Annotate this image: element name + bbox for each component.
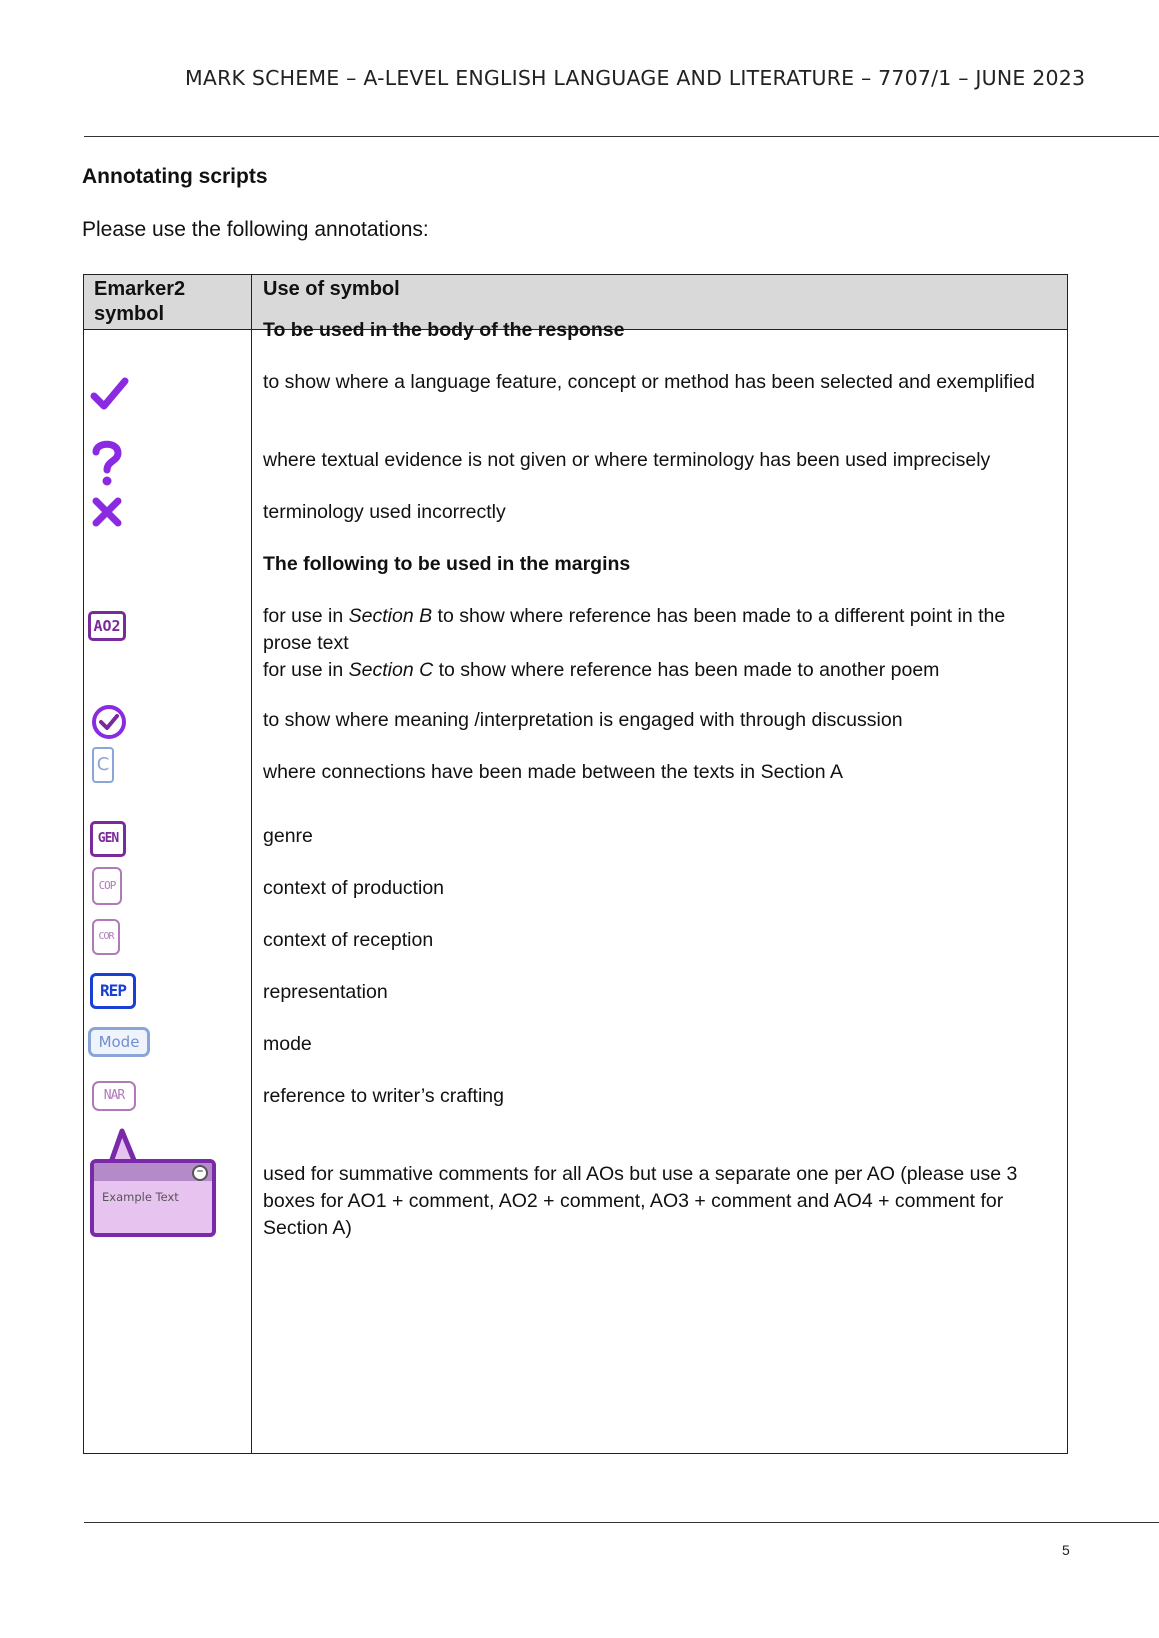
header-rule [84, 136, 1159, 137]
circle-tick-icon [90, 703, 128, 741]
connections-description: where connections have been made between the texts in Section A [263, 761, 843, 783]
cop-description: context of production [263, 877, 445, 899]
cross-icon [90, 495, 124, 529]
mode-description: mode [263, 1033, 312, 1055]
question-icon [90, 439, 124, 487]
c-icon: C [92, 747, 114, 783]
comment-description: used for summative comments for all AOs but use a separate one per AO (please use 3 boxes for AO1 + comment, AO2 + comment, AO3 + comment and AO4 + comment for Section A) [263, 1163, 1018, 1239]
cop-icon: COP [92, 867, 122, 905]
nar-icon: NAR [92, 1081, 136, 1111]
rep-icon: REP [90, 973, 136, 1009]
tick-description: to show where a language feature, concept or method has been selected and exemplified [263, 371, 1035, 393]
minus-icon: – [192, 1165, 208, 1181]
section-title: Annotating scripts [82, 165, 268, 188]
circle-tick-description: to show where meaning /interpretation is engaged with through discussion [263, 709, 903, 731]
mode-icon: Mode [88, 1027, 150, 1057]
comment-box-body [90, 1159, 216, 1237]
column-header-symbol: Emarker2 symbol [94, 278, 186, 325]
footer-rule [84, 1522, 1159, 1523]
tick-icon [90, 375, 130, 415]
comment-box-icon [88, 1127, 218, 1239]
page-number: 5 [1062, 1542, 1070, 1558]
gen-icon: GEN [90, 821, 126, 857]
running-header: MARK SCHEME – A-LEVEL ENGLISH LANGUAGE AND LITERATURE – 7707/1 – JUNE 2023 [185, 66, 1086, 90]
cor-icon: COR [92, 919, 120, 955]
annotations-table [83, 274, 1068, 1454]
column-divider [251, 275, 252, 1453]
margins-heading: The following to be used in the margins [263, 553, 631, 575]
intro-text: Please use the following annotations: [82, 218, 429, 241]
genre-description: genre [263, 825, 313, 847]
nar-description: reference to writer’s crafting [263, 1085, 504, 1107]
ao2-description-line2: for use in Section C to show where reference has been made to another poem [263, 659, 940, 681]
body-heading: To be used in the body of the response [263, 319, 625, 341]
cor-description: context of reception [263, 929, 434, 951]
cross-description: terminology used incorrectly [263, 501, 506, 523]
ao2-description-line1: for use in Section B to show where reference has been made to a different point in the prose text [263, 605, 1006, 654]
rep-description: representation [263, 981, 388, 1003]
comment-box-text: Example Text [102, 1190, 179, 1204]
ao2-description [263, 603, 1058, 684]
question-description: where textual evidence is not given or where terminology has been used imprecisely [263, 449, 991, 471]
ao2-icon: AO2 [88, 611, 126, 641]
column-header-use: Use of symbol [263, 278, 400, 300]
